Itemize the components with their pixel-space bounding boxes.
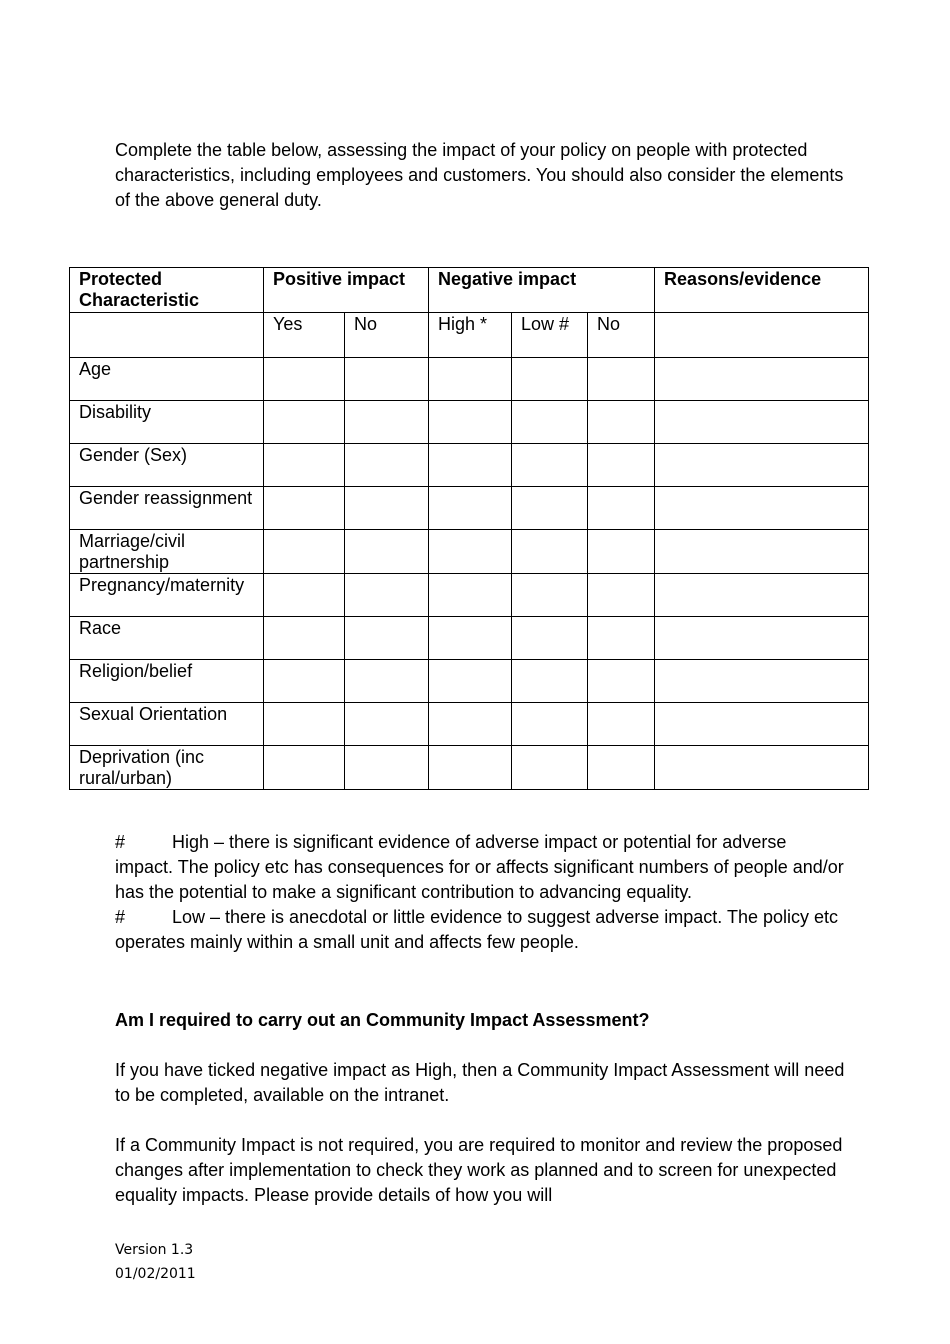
header-protected-characteristic: Protected Characteristic: [70, 268, 264, 313]
cia-heading: Am I required to carry out an Community Impact Assessment?: [115, 1010, 650, 1030]
positive-no-cell[interactable]: [345, 358, 429, 401]
positive-no-cell[interactable]: [345, 487, 429, 530]
negative-no-cell[interactable]: [588, 487, 655, 530]
page-footer: [115, 1238, 196, 1286]
positive-no-cell[interactable]: [345, 660, 429, 703]
cia-paragraph-1: If you have ticked negative impact as High, then a Community Impact Assessment will need to be completed, available on the intranet.: [115, 1060, 845, 1105]
impact-notes: [115, 830, 845, 955]
reasons-evidence-cell[interactable]: [655, 703, 869, 746]
negative-no-cell[interactable]: [588, 746, 655, 790]
reasons-evidence-cell[interactable]: [655, 746, 869, 790]
negative-high-cell[interactable]: [429, 574, 512, 617]
table-row: [70, 530, 869, 574]
negative-high-cell[interactable]: [429, 660, 512, 703]
subheader-negative-low: Low #: [512, 313, 588, 358]
characteristic-rows: [70, 358, 869, 790]
table-row: [70, 574, 869, 617]
table-row: [70, 660, 869, 703]
characteristic-label: Sexual Orientation: [70, 703, 264, 746]
positive-yes-cell[interactable]: [264, 530, 345, 574]
negative-low-cell[interactable]: [512, 617, 588, 660]
table-row: [70, 401, 869, 444]
characteristic-label: Religion/belief: [70, 660, 264, 703]
note-low-marker: #: [115, 907, 126, 927]
header-positive-impact: Positive impact: [264, 268, 429, 313]
positive-no-cell[interactable]: [345, 574, 429, 617]
negative-high-cell[interactable]: [429, 617, 512, 660]
negative-high-cell[interactable]: [429, 358, 512, 401]
positive-yes-cell[interactable]: [264, 617, 345, 660]
characteristic-label: Pregnancy/maternity: [70, 574, 264, 617]
table-row: [70, 746, 869, 790]
positive-yes-cell[interactable]: [264, 487, 345, 530]
table-subheader-row: [70, 313, 869, 358]
positive-no-cell[interactable]: [345, 617, 429, 660]
positive-yes-cell[interactable]: [264, 444, 345, 487]
reasons-evidence-cell[interactable]: [655, 530, 869, 574]
negative-no-cell[interactable]: [588, 444, 655, 487]
reasons-evidence-cell[interactable]: [655, 574, 869, 617]
footer-date: 01/02/2011: [115, 1266, 196, 1282]
negative-low-cell[interactable]: [512, 746, 588, 790]
table-row: [70, 358, 869, 401]
positive-yes-cell[interactable]: [264, 401, 345, 444]
negative-high-cell[interactable]: [429, 487, 512, 530]
reasons-evidence-cell[interactable]: [655, 401, 869, 444]
reasons-evidence-cell[interactable]: [655, 358, 869, 401]
positive-yes-cell[interactable]: [264, 660, 345, 703]
note-low-text: Low – there is anecdotal or little evidence to suggest adverse impact. The policy etc operates mainly within a small unit and affects few people.: [115, 907, 839, 952]
header-negative-impact: Negative impact: [429, 268, 655, 313]
negative-high-cell[interactable]: [429, 530, 512, 574]
reasons-evidence-cell[interactable]: [655, 617, 869, 660]
table-row: [70, 703, 869, 746]
negative-high-cell[interactable]: [429, 746, 512, 790]
reasons-evidence-cell[interactable]: [655, 444, 869, 487]
reasons-evidence-cell[interactable]: [655, 487, 869, 530]
negative-low-cell[interactable]: [512, 703, 588, 746]
negative-low-cell[interactable]: [512, 574, 588, 617]
table-row: [70, 444, 869, 487]
negative-no-cell[interactable]: [588, 574, 655, 617]
note-high-marker: #: [115, 832, 126, 852]
positive-yes-cell[interactable]: [264, 358, 345, 401]
negative-low-cell[interactable]: [512, 660, 588, 703]
negative-no-cell[interactable]: [588, 358, 655, 401]
subheader-reasons-empty: [655, 313, 869, 358]
subheader-empty-cell: [70, 313, 264, 358]
positive-no-cell[interactable]: [345, 444, 429, 487]
impact-assessment-table: [69, 267, 869, 790]
negative-no-cell[interactable]: [588, 401, 655, 444]
negative-low-cell[interactable]: [512, 530, 588, 574]
subheader-positive-yes: Yes: [264, 313, 345, 358]
characteristic-label: Marriage/civil partnership: [70, 530, 264, 574]
positive-yes-cell[interactable]: [264, 703, 345, 746]
characteristic-label: Gender (Sex): [70, 444, 264, 487]
negative-low-cell[interactable]: [512, 358, 588, 401]
characteristic-label: Gender reassignment: [70, 487, 264, 530]
negative-low-cell[interactable]: [512, 401, 588, 444]
characteristic-label: Disability: [70, 401, 264, 444]
characteristic-label: Deprivation (inc rural/urban): [70, 746, 264, 790]
footer-version: Version 1.3: [115, 1242, 194, 1258]
negative-high-cell[interactable]: [429, 703, 512, 746]
table-header-row: [70, 268, 869, 313]
positive-yes-cell[interactable]: [264, 574, 345, 617]
negative-no-cell[interactable]: [588, 703, 655, 746]
negative-no-cell[interactable]: [588, 660, 655, 703]
negative-high-cell[interactable]: [429, 444, 512, 487]
header-reasons-evidence: Reasons/evidence: [655, 268, 869, 313]
table-row: [70, 487, 869, 530]
reasons-evidence-cell[interactable]: [655, 660, 869, 703]
positive-no-cell[interactable]: [345, 401, 429, 444]
positive-no-cell[interactable]: [345, 530, 429, 574]
subheader-negative-no: No: [588, 313, 655, 358]
negative-low-cell[interactable]: [512, 487, 588, 530]
note-high: [115, 830, 845, 905]
note-high-text: High – there is significant evidence of adverse impact or potential for adverse impact. The policy etc has consequences for or affects significant numbers of people and/or has the potential to make a significant contribution to advancing equality.: [115, 832, 844, 902]
table-row: [70, 617, 869, 660]
note-low: [115, 905, 845, 955]
intro-paragraph: Complete the table below, assessing the impact of your policy on people with protected characteristics, including employees and customers. You should also consider the elements of the above general duty.: [115, 140, 844, 210]
cia-paragraph-2: If a Community Impact is not required, you are required to monitor and review the proposed changes after implementation to check they work as planned and to screen for unexpected equality impacts. Please provide details of how you will: [115, 1135, 843, 1205]
negative-no-cell[interactable]: [588, 617, 655, 660]
characteristic-label: Race: [70, 617, 264, 660]
negative-low-cell[interactable]: [512, 444, 588, 487]
subheader-positive-no: No: [345, 313, 429, 358]
positive-yes-cell[interactable]: [264, 746, 345, 790]
subheader-negative-high: High *: [429, 313, 512, 358]
positive-no-cell[interactable]: [345, 703, 429, 746]
negative-high-cell[interactable]: [429, 401, 512, 444]
characteristic-label: Age: [70, 358, 264, 401]
negative-no-cell[interactable]: [588, 530, 655, 574]
positive-no-cell[interactable]: [345, 746, 429, 790]
